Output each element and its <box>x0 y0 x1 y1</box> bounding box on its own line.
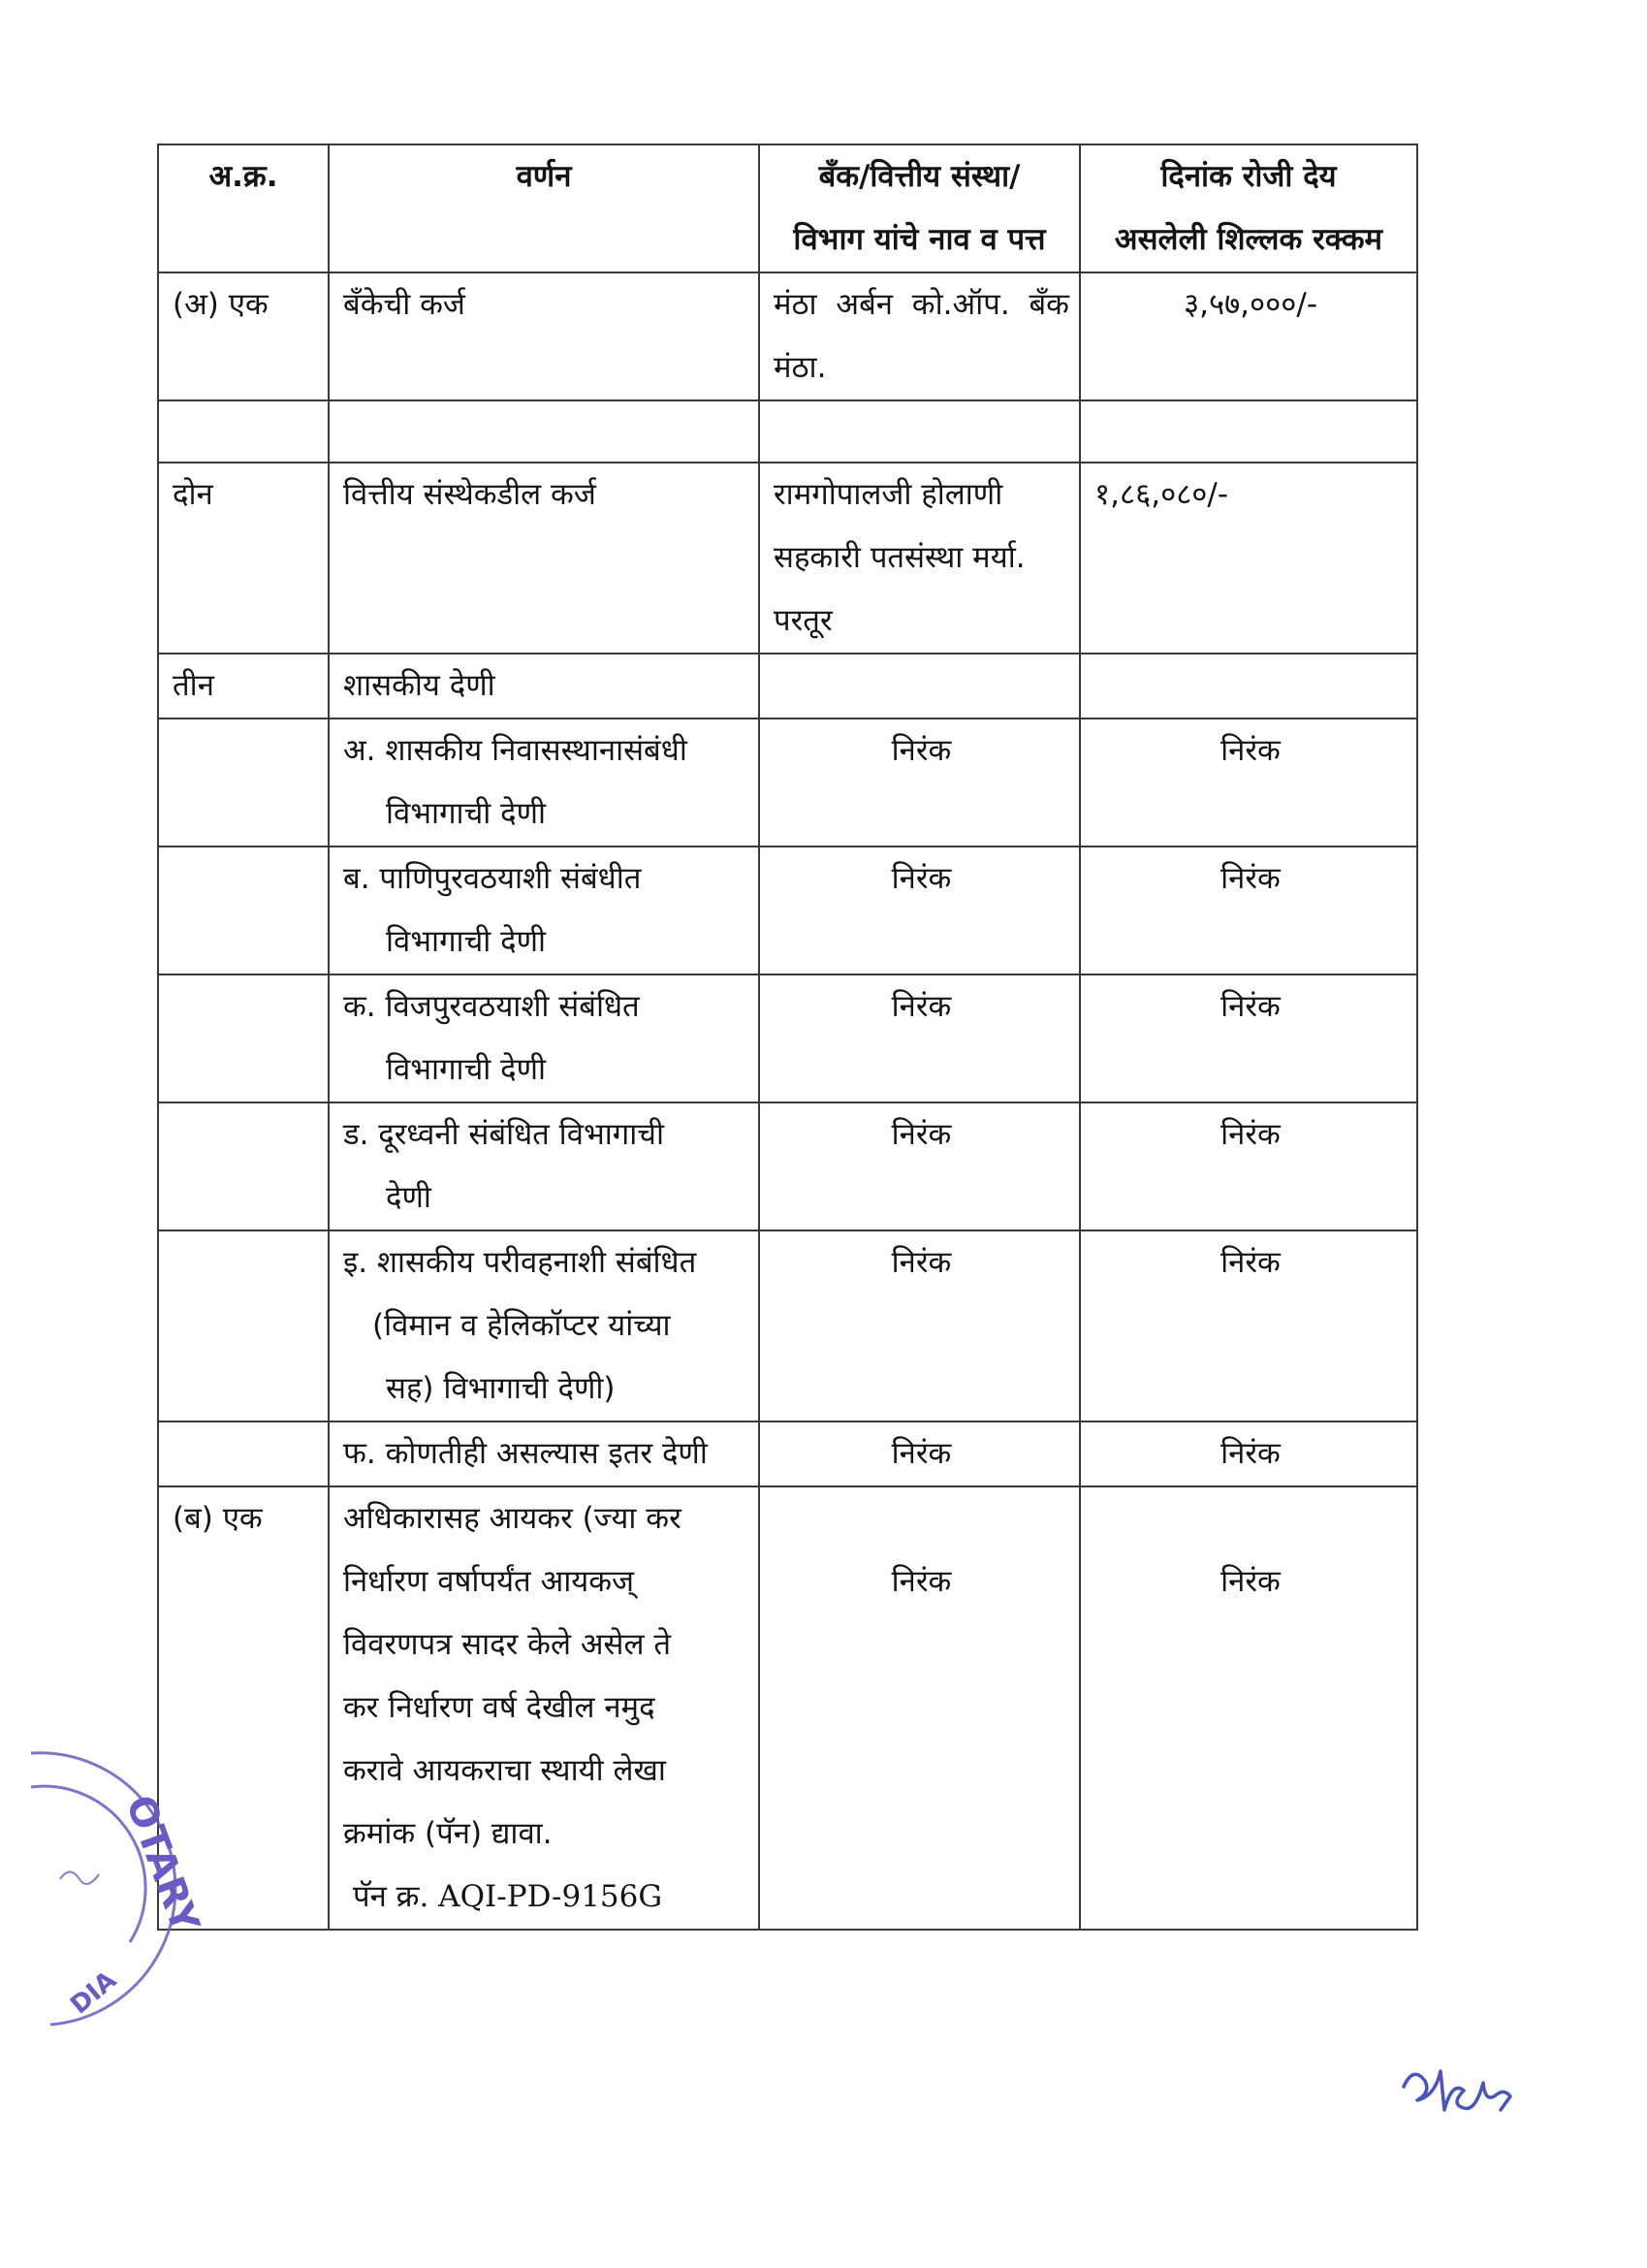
table-row <box>158 1421 1417 1486</box>
table-row <box>158 1486 1417 1930</box>
table-row <box>158 847 1417 974</box>
row-bank: निरंक <box>759 847 1080 974</box>
row-serial: दोन <box>158 463 329 654</box>
row-description: शासकीय देणी <box>329 654 759 719</box>
row-bank: निरंक <box>759 1102 1080 1230</box>
row-amount: निरंक <box>1080 719 1417 847</box>
table-row <box>158 974 1417 1102</box>
table-row <box>158 1230 1417 1421</box>
row-amount: निरंक <box>1080 974 1417 1102</box>
row-bank: निरंक <box>759 719 1080 847</box>
table-row <box>158 463 1417 654</box>
row-bank: निरंक <box>759 1486 1080 1930</box>
table-row <box>158 654 1417 719</box>
stamp-text: OTARY <box>116 1789 208 1939</box>
row-description: क. विजपुरवठयाशी संबंधित विभागाची देणी <box>329 974 759 1102</box>
row-amount: निरंक <box>1080 1486 1417 1930</box>
row-serial: (अ) एक <box>158 272 329 400</box>
row-bank: रामगोपालजी होलाणी सहकारी पतसंस्था मर्या. परतूर <box>759 463 1080 654</box>
header-serial: अ.क्र. <box>158 144 329 272</box>
pan-number: पॅन क्र. AQI-PD-9156G <box>353 1879 663 1914</box>
row-bank: निरंक <box>759 1421 1080 1486</box>
header-description: वर्णन <box>329 144 759 272</box>
row-amount: निरंक <box>1080 1421 1417 1486</box>
row-description: अधिकारासह आयकर (ज्या कर निर्धारण वर्षापर्यंत आयकज् विवरणपत्र सादर केले असेल ते कर निर्धारण वर्ष देखील नमुद करावे आयकराचा स्थायी लेखा क्रमांक (पॅन) द्यावा. पॅन क्र. AQI-PD-9156G <box>329 1486 759 1930</box>
notary-stamp <box>21 1734 208 2025</box>
table-row <box>158 272 1417 400</box>
row-description: ब. पाणिपुरवठयाशी संबंधीत विभागाची देणी <box>329 847 759 974</box>
row-bank: निरंक <box>759 974 1080 1102</box>
row-amount: निरंक <box>1080 847 1417 974</box>
table-header-row <box>158 144 1417 272</box>
row-serial: (ब) एक <box>158 1486 329 1930</box>
row-bank: निरंक <box>759 1230 1080 1421</box>
row-bank: मंठा अर्बन को.ऑप. बँक मंठा. <box>759 272 1080 400</box>
row-description: इ. शासकीय परीवहनाशी संबंधित (विमान व हेलिकॉप्टर यांच्या सह) विभागाची देणी) <box>329 1230 759 1421</box>
row-amount: निरंक <box>1080 1102 1417 1230</box>
table-row <box>158 1102 1417 1230</box>
table-row <box>158 719 1417 847</box>
row-description: वित्तीय संस्थेकडील कर्ज <box>329 463 759 654</box>
stamp-subtext: DIA <box>65 1965 122 2021</box>
row-amount: ३,५७,०००/- <box>1080 272 1417 400</box>
header-bank: बँक/वित्तीय संस्था/ विभाग यांचे नाव व पत्त <box>759 144 1080 272</box>
row-description: बँकेची कर्ज <box>329 272 759 400</box>
row-serial: तीन <box>158 654 329 719</box>
row-description: ड. दूरध्वनी संबंधित विभागाची देणी <box>329 1102 759 1230</box>
row-description: अ. शासकीय निवासस्थानासंबंधी विभागाची देणी <box>329 719 759 847</box>
row-description: फ. कोणतीही असल्यास इतर देणी <box>329 1421 759 1486</box>
signature-mark <box>1396 2048 1522 2125</box>
table-row-empty <box>158 400 1417 463</box>
liabilities-table <box>157 144 1418 1931</box>
row-amount: १,८६,०८०/- <box>1080 463 1417 654</box>
header-amount: दिनांक रोजी देय असलेली शिल्लक रक्कम <box>1080 144 1417 272</box>
row-amount: निरंक <box>1080 1230 1417 1421</box>
